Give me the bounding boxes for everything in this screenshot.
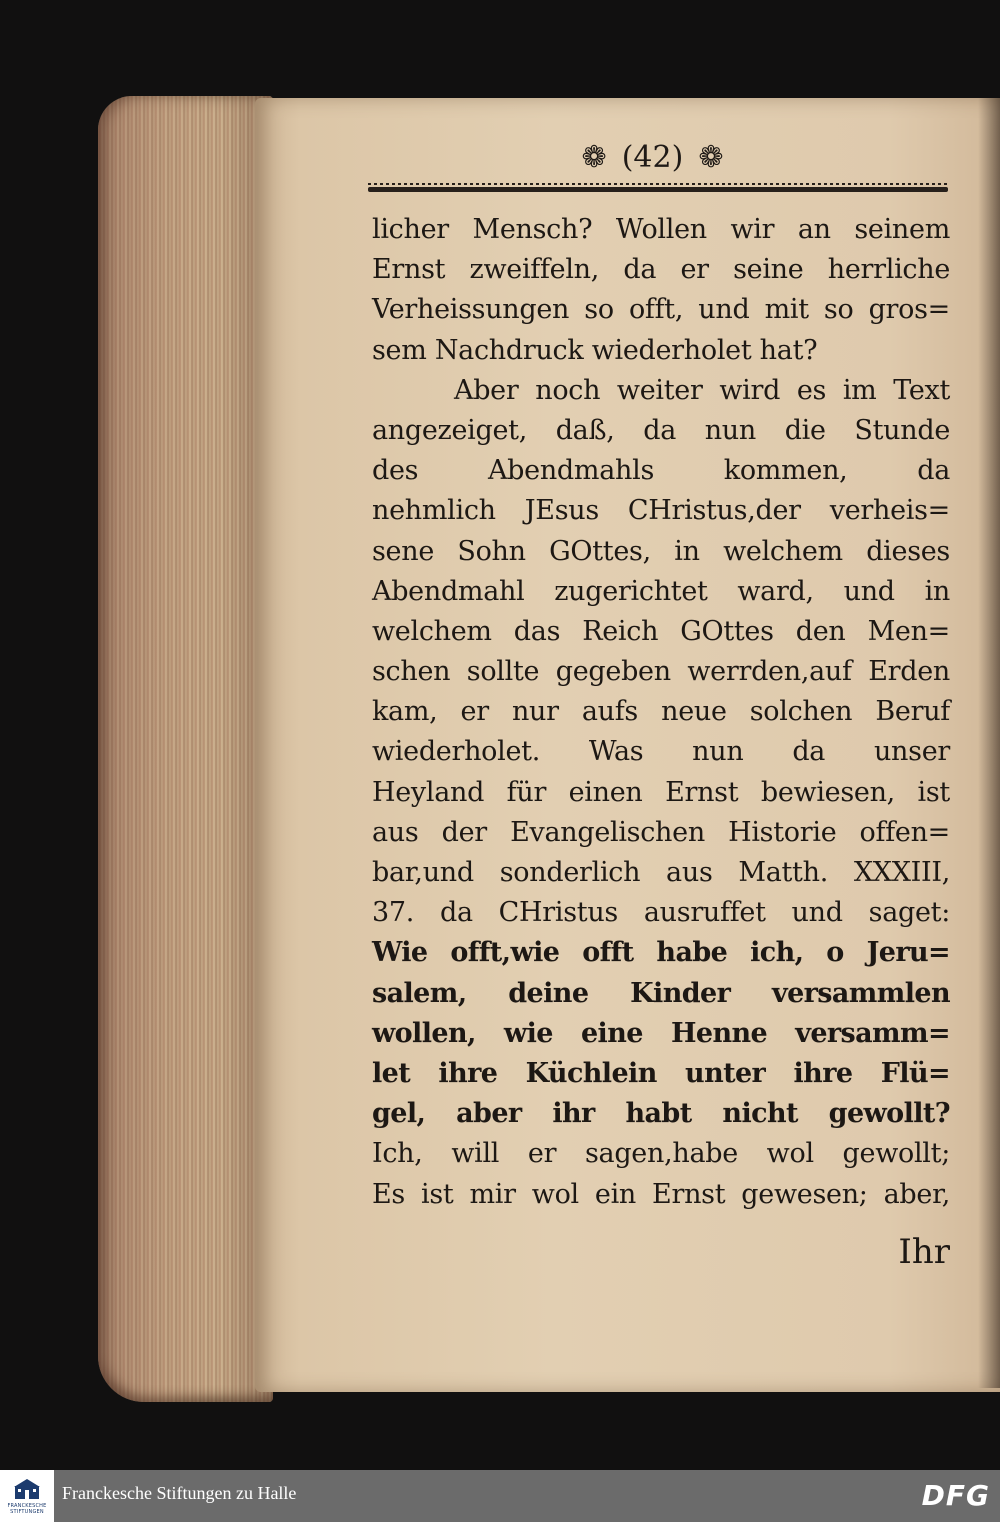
- text-line: welchem das Reich GOttes den Men=: [372, 615, 950, 647]
- dfg-logo[interactable]: DFG: [921, 1479, 990, 1512]
- text-line: let ihre Küchlein unter ihre Flü=: [372, 1057, 950, 1089]
- text-line: Ich, will er sagen,habe wol gewollt;: [372, 1138, 950, 1170]
- text-line: Aber noch weiter wird es im Text: [454, 374, 950, 406]
- text-line: bar,und sonderlich aus Matth. XXXIII,: [372, 857, 950, 888]
- text-line: Wie offt,wie offt habe ich, o Jeru=: [372, 937, 950, 969]
- text-line: licher Mensch? Wollen wir an seinem: [372, 214, 950, 245]
- text-line: angezeiget, daß, da nun die Stunde: [372, 414, 950, 446]
- text-line: aus der Evangelischen Historie offen=: [372, 816, 950, 848]
- logo-text-line: STIFTUNGEN: [10, 1509, 44, 1515]
- header-rule: [368, 187, 948, 192]
- text-line: nehmlich JEsus CHristus,der verheis=: [372, 495, 950, 527]
- text-line: Heyland für einen Ernst bewiesen, ist: [372, 776, 950, 808]
- text-line: wiederholet. Was nun da unser: [372, 736, 950, 768]
- book-page-edges: [98, 96, 273, 1402]
- text-block: [372, 210, 950, 1215]
- text-line: wollen, wie eine Henne versamm=: [372, 1017, 950, 1049]
- page-number: (42): [621, 140, 684, 175]
- text-line: Es ist mir wol ein Ernst gewesen; aber,: [372, 1178, 950, 1210]
- text-line: 37. da CHristus ausruffet und saget:: [372, 897, 950, 929]
- text-line: salem, deine Kinder versammlen: [372, 977, 950, 1009]
- institution-link[interactable]: Franckesche Stiftungen zu Halle: [62, 1483, 297, 1503]
- catchword: Ihr: [898, 1232, 950, 1272]
- text-line: gel, aber ihr habt nicht gewollt?: [372, 1098, 950, 1130]
- text-line: kam, er nur aufs neue solchen Beruf: [372, 696, 950, 728]
- ornament-right-icon: ❁: [698, 140, 724, 175]
- logo-text: [2, 1503, 52, 1515]
- franckesche-logo[interactable]: [0, 1470, 54, 1522]
- logo-text-line: FRANCKESCHE: [7, 1503, 47, 1509]
- ornament-left-icon: ❁: [581, 140, 607, 175]
- running-header: [360, 140, 945, 184]
- viewer-footer: [0, 1470, 1000, 1522]
- text-line: Abendmahl zugerichtet ward, und in: [372, 575, 950, 607]
- text-line: Verheissungen so offt, und mit so gros=: [372, 294, 950, 326]
- building-icon: [14, 1478, 40, 1500]
- text-line: schen sollte gegeben werrden,auf Erden: [372, 656, 950, 688]
- page-gutter-shadow: [978, 98, 1000, 1388]
- text-line: des Abendmahls kommen, da: [372, 455, 950, 487]
- text-line: sene Sohn GOttes, in welchem dieses: [372, 535, 950, 567]
- text-line: Ernst zweiffeln, da er seine herrliche: [372, 254, 950, 286]
- text-line: sem Nachdruck wiederholet hat?: [372, 334, 818, 366]
